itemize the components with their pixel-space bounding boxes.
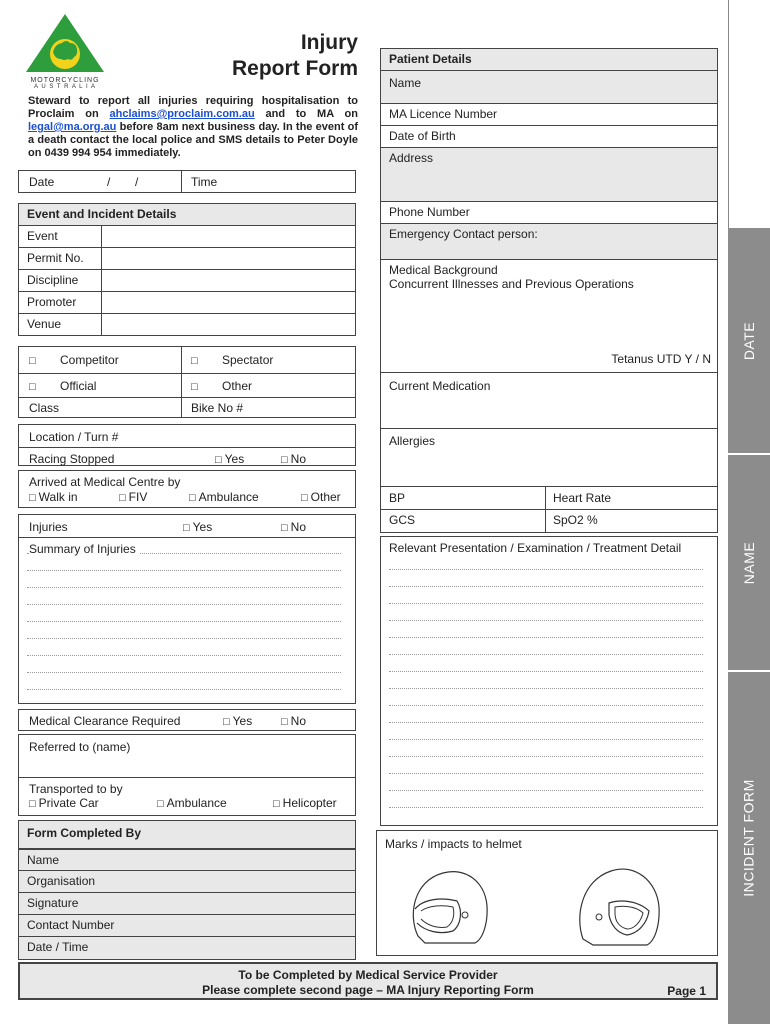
arrived-ambulance[interactable] (189, 490, 259, 504)
side-tab-name-label: NAME (741, 541, 758, 584)
logo (22, 12, 108, 92)
spectator-label: Spectator (222, 353, 274, 367)
date-time-row (18, 170, 356, 193)
venue-row[interactable]: Venue (27, 317, 62, 331)
date-label[interactable]: Date (29, 175, 55, 189)
injuries-section (18, 514, 356, 704)
clearance-no-label: No (290, 714, 306, 728)
transported-label: Transported to by (29, 782, 123, 796)
spo2-field[interactable]: SpO2 % (553, 513, 598, 527)
official-option[interactable] (29, 379, 96, 393)
medical-background-label: Medical Background (389, 263, 498, 277)
helmet-right-view-icon[interactable] (573, 859, 663, 951)
current-medication-field[interactable]: Current Medication (381, 373, 717, 429)
racing-stopped-yes[interactable] (215, 452, 244, 466)
location-turn-field[interactable]: Location / Turn # (29, 430, 119, 444)
location-section (18, 424, 356, 466)
emergency-contact-field[interactable]: Emergency Contact person: (381, 224, 717, 260)
bp-field[interactable]: BP (381, 487, 717, 510)
form-completed-section (18, 820, 356, 960)
promoter-row[interactable]: Promoter (19, 292, 355, 314)
racing-stopped-no-checkbox[interactable]: □ (281, 454, 288, 466)
helmet-section (376, 830, 718, 956)
arrived-ambulance-label: Ambulance (198, 490, 259, 504)
role-section (18, 346, 356, 418)
arrived-walk-in[interactable] (29, 490, 78, 504)
event-section (18, 203, 356, 336)
side-tab-incident-label: INCIDENT FORM (741, 779, 757, 897)
injuries-no-label: No (290, 520, 306, 534)
completed-by-organisation-row[interactable]: Organisation (19, 871, 355, 893)
arrived-label: Arrived at Medical Centre by (29, 475, 181, 489)
page-title (232, 30, 358, 82)
injuries-yes-checkbox[interactable]: □ (183, 522, 190, 534)
clearance-no[interactable] (281, 714, 306, 728)
completed-by-signature-row[interactable]: Signature (19, 893, 355, 915)
transport-ambulance[interactable] (157, 796, 227, 810)
walk-in-label: Walk in (38, 490, 78, 504)
clearance-yes-checkbox[interactable]: □ (223, 716, 230, 728)
completed-by-contact-row[interactable]: Contact Number (19, 915, 355, 937)
tetanus-label[interactable]: Tetanus UTD Y / N (611, 352, 711, 366)
racing-stopped-no[interactable] (281, 452, 306, 466)
permit-row[interactable]: Permit No. (19, 248, 355, 270)
event-row[interactable]: Event (19, 226, 355, 248)
spectator-option[interactable] (191, 353, 273, 367)
racing-stopped-no-label: No (290, 452, 306, 466)
arrived-other-label: Other (310, 490, 341, 504)
patient-phone-field[interactable]: Phone Number (381, 202, 717, 224)
competitor-option[interactable] (29, 353, 119, 367)
arrived-fiv[interactable] (119, 490, 147, 504)
side-tab-date-label: DATE (741, 321, 757, 360)
other-role-label: Other (222, 379, 253, 393)
other-role-option[interactable] (191, 379, 252, 393)
presentation-label: Relevant Presentation / Examination / Treatment Detail (389, 541, 682, 555)
helmet-left-view-icon[interactable] (403, 861, 493, 951)
fiv-label: FIV (128, 490, 148, 504)
arrived-ambulance-checkbox[interactable]: □ (189, 492, 196, 504)
side-strip-top (728, 0, 770, 228)
time-label[interactable]: Time (191, 175, 218, 189)
clearance-section (18, 709, 356, 731)
spectator-checkbox[interactable]: □ (191, 355, 198, 367)
bike-no-field[interactable]: Bike No # (191, 401, 244, 415)
other-role-checkbox[interactable]: □ (191, 381, 198, 393)
patient-name-field[interactable]: Name (381, 71, 717, 104)
fiv-checkbox[interactable]: □ (119, 492, 126, 504)
patient-section-header: Patient Details (381, 49, 717, 71)
completed-by-name-row[interactable]: Name (19, 849, 355, 871)
instructions-p1-pre: Steward to report all injuries requiring hospitalisation to Proclaim on (28, 95, 358, 120)
proclaim-email-link[interactable]: ahclaims@proclaim.com.au (109, 108, 255, 120)
motorcycling-australia-logo-icon (22, 12, 108, 74)
form-completed-header: Form Completed By (19, 821, 355, 849)
class-field[interactable]: Class (29, 401, 60, 415)
transport-ambulance-label: Ambulance (166, 796, 227, 810)
footer-box (18, 962, 718, 1000)
instructions-p2: In the event of a death contact the local police and SMS details to Peter Doyle on 0439 994 954 immediately. (28, 121, 358, 159)
logo-text-line1: MOTORCYCLING (30, 77, 100, 84)
arrived-other[interactable] (301, 490, 341, 504)
racing-stopped-label: Racing Stopped (29, 452, 115, 466)
injuries-no-checkbox[interactable]: □ (281, 522, 288, 534)
side-tab-name (728, 455, 770, 670)
date-slash-2: / (135, 175, 139, 189)
allergies-field[interactable]: Allergies (381, 429, 717, 487)
referred-transport-section (18, 734, 356, 816)
official-label: Official (60, 379, 97, 393)
helicopter-checkbox[interactable]: □ (273, 798, 280, 810)
clearance-label: Medical Clearance Required (29, 714, 181, 728)
gcs-field[interactable]: GCS (389, 513, 416, 527)
discipline-row[interactable]: Discipline (19, 270, 355, 292)
referred-to-field[interactable]: Referred to (name) (29, 740, 131, 754)
heart-rate-field[interactable]: Heart Rate (553, 491, 612, 505)
event-section-header: Event and Incident Details (19, 204, 355, 226)
private-car-label: Private Car (38, 796, 99, 810)
patient-licence-field[interactable]: MA Licence Number (381, 104, 717, 126)
title-line1: Injury (300, 31, 358, 54)
title-line2: Report Form (232, 57, 358, 80)
private-car-checkbox[interactable]: □ (29, 798, 36, 810)
clearance-no-checkbox[interactable]: □ (281, 716, 288, 728)
footer-line1: To be Completed by Medical Service Provider (238, 968, 498, 982)
injuries-yes[interactable] (183, 520, 212, 534)
racing-stopped-yes-label: Yes (224, 452, 245, 466)
medical-background-field[interactable] (381, 260, 717, 373)
patient-address-field[interactable]: Address (381, 148, 717, 202)
walk-in-checkbox[interactable]: □ (29, 492, 36, 504)
injuries-yes-label: Yes (192, 520, 213, 534)
patient-section (380, 48, 718, 533)
summary-of-injuries-label: Summary of Injuries (29, 542, 140, 556)
injuries-label: Injuries (29, 520, 68, 534)
competitor-label: Competitor (60, 353, 119, 367)
page-number: Page 1 (667, 984, 706, 998)
transport-helicopter[interactable] (273, 796, 337, 810)
presentation-section (380, 536, 718, 826)
official-checkbox[interactable]: □ (29, 381, 36, 393)
date-slash-1: / (107, 175, 111, 189)
helmet-marks-label: Marks / impacts to helmet (385, 837, 522, 851)
clearance-yes[interactable] (223, 714, 252, 728)
competitor-checkbox[interactable]: □ (29, 355, 36, 367)
side-tab-date (728, 228, 770, 453)
instructions (28, 95, 358, 160)
racing-stopped-yes-checkbox[interactable]: □ (215, 454, 222, 466)
transport-ambulance-checkbox[interactable]: □ (157, 798, 164, 810)
transport-private-car[interactable] (29, 796, 99, 810)
completed-by-datetime-row[interactable]: Date / Time (19, 937, 355, 959)
patient-dob-field[interactable]: Date of Birth (381, 126, 717, 148)
injuries-no[interactable] (281, 520, 306, 534)
helicopter-label: Helicopter (282, 796, 337, 810)
instructions-p1-post: before 8am next business day. (119, 121, 280, 133)
clearance-yes-label: Yes (232, 714, 253, 728)
arrived-section (18, 470, 356, 508)
concurrent-illnesses-label: Concurrent Illnesses and Previous Operations (389, 277, 634, 291)
side-tab-incident (728, 672, 770, 1024)
ma-legal-email-link[interactable]: legal@ma.org.au (28, 121, 117, 133)
instructions-p1-mid: and to MA on (265, 108, 358, 120)
logo-text-line2: A U S T R A L I A (34, 84, 96, 90)
footer-line2: Please complete second page – MA Injury Reporting Form (202, 983, 534, 997)
arrived-other-checkbox[interactable]: □ (301, 492, 308, 504)
